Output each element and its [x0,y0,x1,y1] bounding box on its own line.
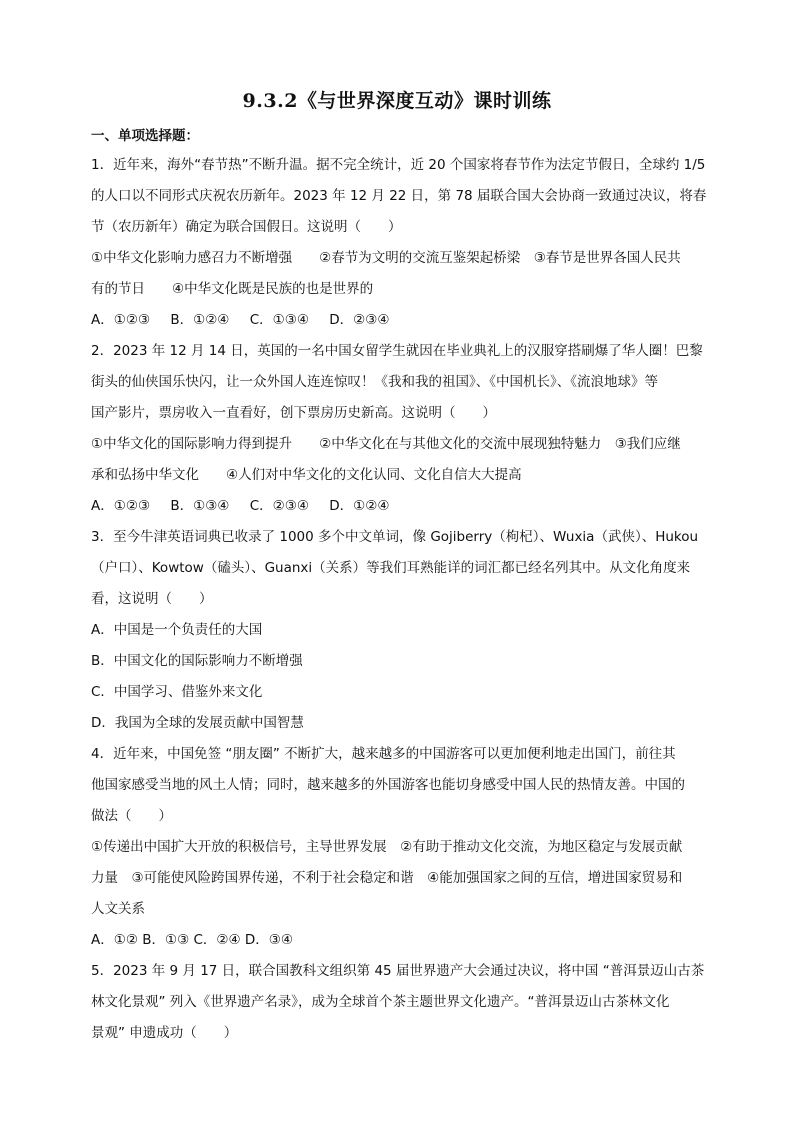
question-text-line: 林文化景观” 列入《世界遗产名录》，成为全球首个茶主题世界文化遗产。“普洱景迈山古茶林文化 [91,994,670,1010]
option-b: B．①②④ [170,312,230,328]
option-a: A．中国是一个负责任的大国 [91,622,263,638]
question-list [91,150,713,1049]
statement-line: 有的节日 ④中华文化既是民族的也是世界的 [91,281,374,297]
question-2 [91,336,713,522]
answer-options: A．①② B．①③ C．②④ D．③④ [91,932,294,948]
question-text-line: 的人口以不同形式庆祝农历新年。2023 年 12 月 22 日，第 78 届联合国大会协商一致通过决议，将春 [91,188,707,204]
question-text-line: 做法（ ） [91,808,172,824]
statement-line: ①中华文化影响力感召力不断增强 ②春节为文明的交流互鉴架起桥梁 ③春节是世界各国人民共 [91,250,681,266]
statement-line: 承和弘扬中华文化 ④人们对中华文化的文化认同、文化自信大大提高 [91,467,522,483]
option-d: D．②③④ [329,312,390,328]
question-text-line: 街头的仙侠国乐快闪，让一众外国人连连惊叹！《我和我的祖国》、《中国机长》、《流浪地球》等 [91,374,658,390]
question-text-line: 他国家感受当地的风土人情；同时，越来越多的外国游客也能切身感受中国人民的热情友善。中国的 [91,777,685,793]
option-a: A．①②③ [91,498,151,514]
question-5 [91,956,713,1049]
question-text-line: 4．近年来，中国免签 “朋友圈” 不断扩大，越来越多的中国游客可以更加便利地走出国门，前往其 [91,746,676,762]
question-text-line: （户口）、Kowtow（磕头）、Guanxi（关系）等我们耳熟能详的词汇都已经名列其中。从文化角度来 [91,560,691,576]
option-c: C．中国学习、借鉴外来文化 [91,684,263,700]
option-b: B．①③④ [170,498,230,514]
option-c: C．①③④ [249,312,309,328]
statement-line: ①中华文化的国际影响力得到提升 ②中华文化在与其他文化的交流中展现独特魅力 ③我们应继 [91,436,681,452]
option-c: C．②③④ [249,498,309,514]
question-text-line: 节（农历新年）确定为联合国假日。这说明（ ） [91,219,402,235]
section-heading: 一、单项选择题： [91,128,199,144]
answer-options [91,491,713,522]
statement-line: 力量 ③可能使风险跨国界传递，不利于社会稳定和谐 ④能加强国家之间的互信，增进国家贸易和 [91,870,683,886]
question-3 [91,522,713,739]
question-text-line: 景观” 申遗成功（ ） [91,1025,238,1041]
question-text-line: 3．至今牛津英语词典已收录了 1000 多个中文单词，像 Gojiberry（枸杞）、Wuxia（武侠）、Hukou [91,529,699,545]
question-text-line: 2．2023 年 12 月 14 日，英国的一名中国女留学生就因在毕业典礼上的汉服穿搭刷爆了华人圈！巴黎 [91,343,703,359]
option-d: D．我国为全球的发展贡献中国智慧 [91,715,304,731]
question-text-line: 国产影片，票房收入一直看好，创下票房历史新高。这说明（ ） [91,405,496,421]
document-title: 9.3.2《与世界深度互动》课时训练 [242,90,552,112]
option-b: B．中国文化的国际影响力不断增强 [91,653,303,669]
question-4 [91,739,713,956]
question-text-line: 1．近年来，海外“春节热”不断升温。据不完全统计，近 20 个国家将春节作为法定节假日，全球约 1/5 [91,157,706,173]
question-1 [91,150,713,336]
statement-line: 人文关系 [91,901,145,917]
question-text-line: 看，这说明（ ） [91,591,213,607]
statement-line: ①传递出中国扩大开放的积极信号，主导世界发展 ②有助于推动文化交流，为地区稳定与发展贡献 [91,839,683,855]
answer-options [91,305,713,336]
question-text-line: 5．2023 年 9 月 17 日，联合国教科文组织第 45 届世界遗产大会通过决议，将中国 “普洱景迈山古茶 [91,963,705,979]
option-d: D．①②④ [329,498,390,514]
option-a: A．①②③ [91,312,151,328]
